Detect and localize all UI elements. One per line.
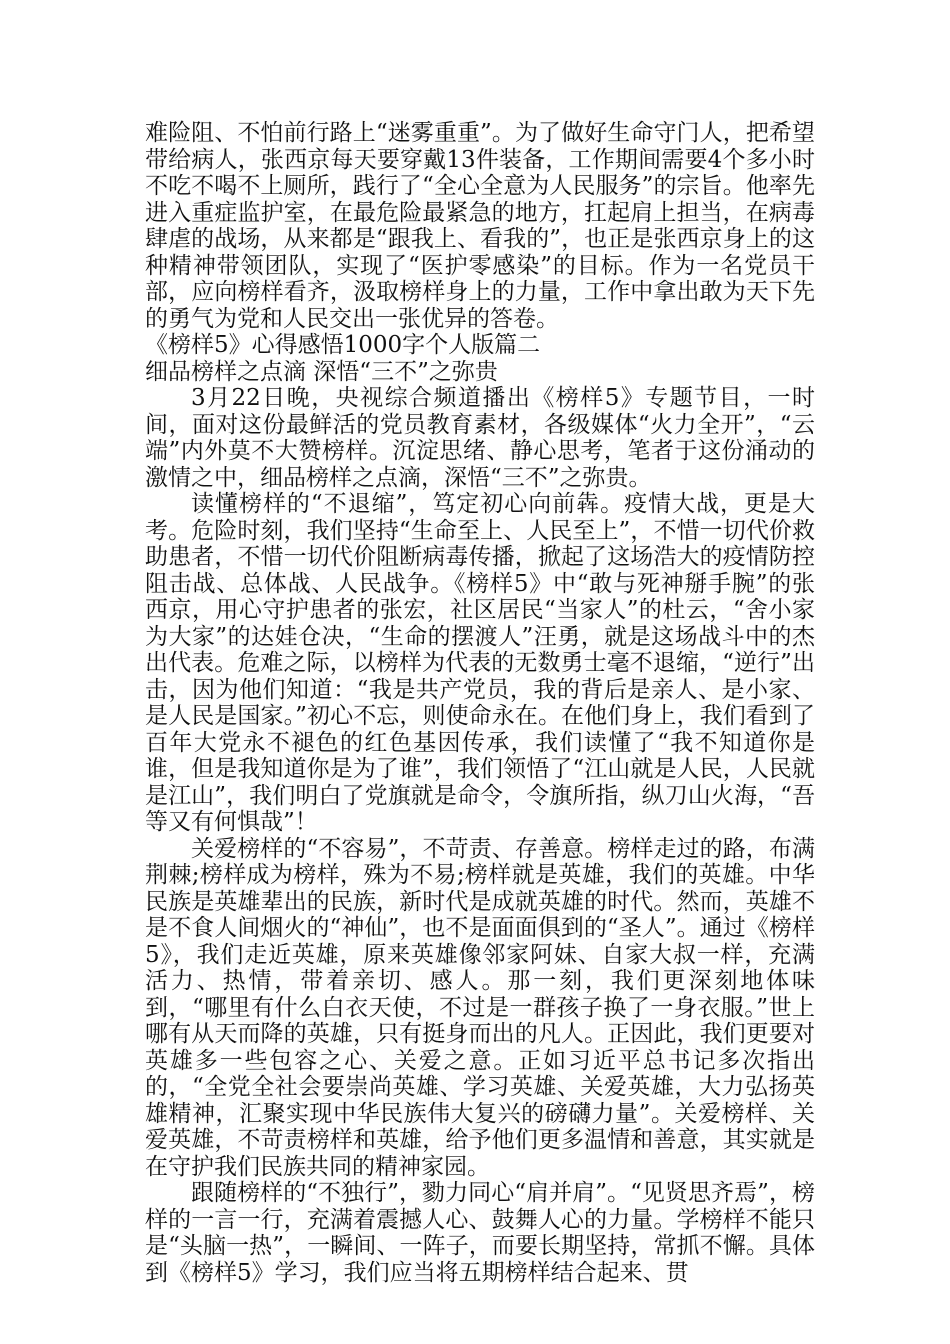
body-paragraph-continuation: 难险阻、不怕前行路上“迷雾重重”。为了做好生命守门人，把希望带给病人，张西京每天要穿戴13件装备，工作期间需要4个多小时不吃不喝不上厕所，践行了“全心全意为人民服务”的宗旨。他率先进入重症监护室，在最危险最紧急的地方，扛起肩上担当，在病毒肆虐的战场，从来都是“跟我上、看我的”，也正是张西京身上的这种精神带领团队，实现了“医护零感染”的目标。作为一名党员干部，应向榜样看齐，汲取榜样身上的力量，工作中拿出敢为天下先的勇气为党和人民交出一张优异的答卷。	[145, 120, 815, 332]
body-paragraph: 关爱榜样的“不容易”，不苛责、存善意。榜样走过的路，布满荆棘;榜样成为榜样，殊为不易;榜样就是英雄，我们的英雄。中华民族是英雄辈出的民族，新时代是成就英雄的时代。然而，英雄不是不食人间烟火的“神仙”，也不是面面俱到的“圣人”。通过《榜样5》，我们走近英雄，原来英雄像邻家阿妹、自家大叔一样，充满活力、热情，带着亲切、感人。那一刻，我们更深刻地体味到，“哪里有什么白衣天使，不过是一群孩子换了一身衣服。”世上哪有从天而降的英雄，只有挺身而出的凡人。正因此，我们更要对英雄多一些包容之心、关爱之意。正如习近平总书记多次指出的，“全党全社会要崇尚英雄、学习英雄、关爱英雄，大力弘扬英雄精神，汇聚实现中华民族伟大复兴的磅礴力量”。关爱榜样、关爱英雄，不苛责榜样和英雄，给予他们更多温情和善意，其实就是在守护我们民族共同的精神家园。	[145, 835, 815, 1180]
body-paragraph: 跟随榜样的“不独行”，勠力同心“肩并肩”。“见贤思齐焉”，榜样的一言一行，充满着震撼人心、鼓舞人心的力量。学榜样不能只是“头脑一热”，一瞬间、一阵子，而要长期坚持，常抓不懈。具体到《榜样5》学习，我们应当将五期榜样结合起来、贯	[145, 1180, 815, 1286]
section-subtitle: 细品榜样之点滴 深悟“三不”之弥贵	[145, 358, 498, 385]
body-paragraph: 读懂榜样的“不退缩”，笃定初心向前犇。疫情大战，更是大考。危险时刻，我们坚持“生命至上、人民至上”，不惜一切代价救助患者，不惜一切代价阻断病毒传播，掀起了这场浩大的疫情防控阻击战、总体战、人民战争。《榜样5》中“敢与死神掰手腕”的张西京，用心守护患者的张宏，社区居民“当家人”的杜云，“舍小家为大家”的达娃仓决，“生命的摆渡人”汪勇，就是这场战斗中的杰出代表。危难之际，以榜样为代表的无数勇士毫不退缩，“逆行”出击，因为他们知道：“我是共产党员，我的背后是亲人、是小家、是人民是国家。”初心不忘，则使命永在。在他们身上，我们看到了百年大党永不褪色的红色基因传承，我们读懂了“我不知道你是谁，但是我知道你是为了谁”，我们领悟了“江山就是人民，人民就是江山”，我们明白了党旗就是命令，令旗所指，纵刀山火海，“吾等又有何惧哉”！	[145, 491, 815, 835]
section-title: 《榜样5》心得感悟1000字个人版篇二	[145, 332, 541, 358]
document-body	[145, 120, 815, 1286]
body-paragraph: 3月22日晚，央视综合频道播出《榜样5》专题节目，一时间，面对这份最鲜活的党员教育素材，各级媒体“火力全开”，“云端”内外莫不大赞榜样。沉淀思绪、静心思考，笔者于这份涌动的激情之中，细品榜样之点滴，深悟“三不”之弥贵。	[145, 385, 815, 491]
